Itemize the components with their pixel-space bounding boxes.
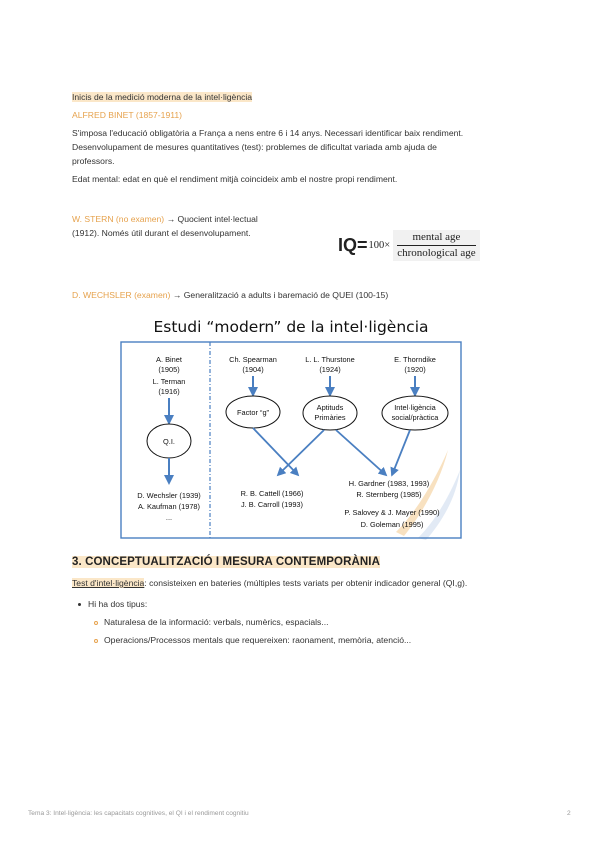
sub-bullet-2: Operacions/Processos mentals que requereixen: raonament, memòria, atenció... — [104, 635, 412, 645]
binet-line-1: S'imposa l'educació obligatòria a França a nens entre 6 i 14 anys. Necessari identificar baix rendiment. — [72, 128, 464, 138]
test-label: Test d'intel·ligència — [72, 578, 145, 588]
test-definition — [72, 576, 467, 590]
iq-fraction — [393, 230, 480, 261]
intelligence-study-diagram — [118, 310, 464, 542]
stern-label: W. STERN (no examen) — [72, 214, 165, 224]
spearman-name: Ch. Spearman — [229, 355, 277, 364]
cattell-entry: R. B. Cattell (1966) — [240, 489, 304, 498]
wechsler-arrow-text: → Generalització a adults i baremació de QUEI (100-15) — [172, 290, 389, 300]
stern-line-1 — [72, 212, 258, 226]
social-label-1: Intel·ligència — [394, 403, 436, 412]
sub-bullet-ring — [94, 639, 98, 643]
social-label-2: social/pràctica — [391, 413, 439, 422]
binet-line-3: professors. — [72, 156, 115, 166]
thorndike-name: E. Thorndike — [394, 355, 436, 364]
terman-name: L. Terman — [152, 377, 186, 386]
gardner-entry: H. Gardner (1983, 1993) — [348, 479, 430, 488]
footer-title: Tema 3: Intel·ligència: les capacitats cognitives, el QI i el rendiment cognitiu — [28, 810, 249, 817]
iq-formula-lhs: IQ= — [338, 234, 368, 255]
thurstone-name: L. L. Thurstone — [305, 355, 355, 364]
page-number: 2 — [567, 810, 571, 817]
aptituds-label-1: Aptituds — [316, 403, 344, 412]
salovey-entry: P. Salovey & J. Mayer (1990) — [344, 508, 440, 517]
binet-year: (1905) — [158, 365, 180, 374]
binet-label: ALFRED BINET (1857-1911) — [72, 110, 183, 120]
bullet-types: Hi ha dos tipus: — [88, 599, 148, 609]
wechsler-line — [72, 288, 388, 302]
wechsler-entry: D. Wechsler (1939) — [137, 491, 201, 500]
test-text: : consisteixen en bateries (múltiples tests variats per obtenir indicador general (QI,g). — [144, 578, 468, 588]
binet-name: A. Binet — [156, 355, 182, 364]
spearman-year: (1904) — [242, 365, 264, 374]
terman-year: (1916) — [158, 387, 180, 396]
section-heading-inicis: Inicis de la medició moderna de la intel·ligència — [72, 92, 253, 102]
binet-line-4: Edat mental: edat en què el rendiment mitjà coincideix amb el nostre propi rendiment. — [72, 174, 398, 184]
aptituds-label-2: Primàries — [314, 413, 346, 422]
sub-bullet-ring — [94, 621, 98, 625]
iq-numerator: mental age — [412, 230, 461, 243]
thorndike-year: (1920) — [404, 365, 426, 374]
iq-denominator: chronological age — [397, 246, 476, 259]
sternberg-entry: R. Sternberg (1985) — [356, 490, 422, 499]
iq-formula — [338, 228, 480, 262]
stern-line-2: (1912). Només útil durant el desenvolupament. — [72, 228, 251, 238]
bullet-dot — [78, 603, 81, 606]
qi-node-label: Q.I. — [163, 437, 175, 446]
binet-line-2: Desenvolupament de mesures quantitatives (test): problemes de dificultat variada amb ajuda de — [72, 142, 437, 152]
wechsler-label: D. WECHSLER (examen) — [72, 290, 171, 300]
diagram-title: Estudi “modern” de la intel·ligència — [153, 318, 429, 336]
iq-formula-factor: 100× — [368, 239, 391, 251]
factor-g-label: Factor “g” — [236, 408, 270, 417]
sub-bullet-1: Naturalesa de la informació: verbals, numèrics, espacials... — [104, 617, 329, 627]
section-3-heading: 3. CONCEPTUALITZACIÓ I MESURA CONTEMPORÀNIA — [72, 556, 380, 568]
goleman-entry: D. Goleman (1995) — [360, 520, 424, 529]
kaufman-entry: A. Kaufman (1978) — [137, 502, 201, 511]
ellipsis-entry: ... — [165, 513, 173, 522]
carroll-entry: J. B. Carroll (1993) — [240, 500, 304, 509]
stern-arrow-text: → Quocient intel·lectual — [166, 214, 258, 224]
thurstone-year: (1924) — [319, 365, 341, 374]
